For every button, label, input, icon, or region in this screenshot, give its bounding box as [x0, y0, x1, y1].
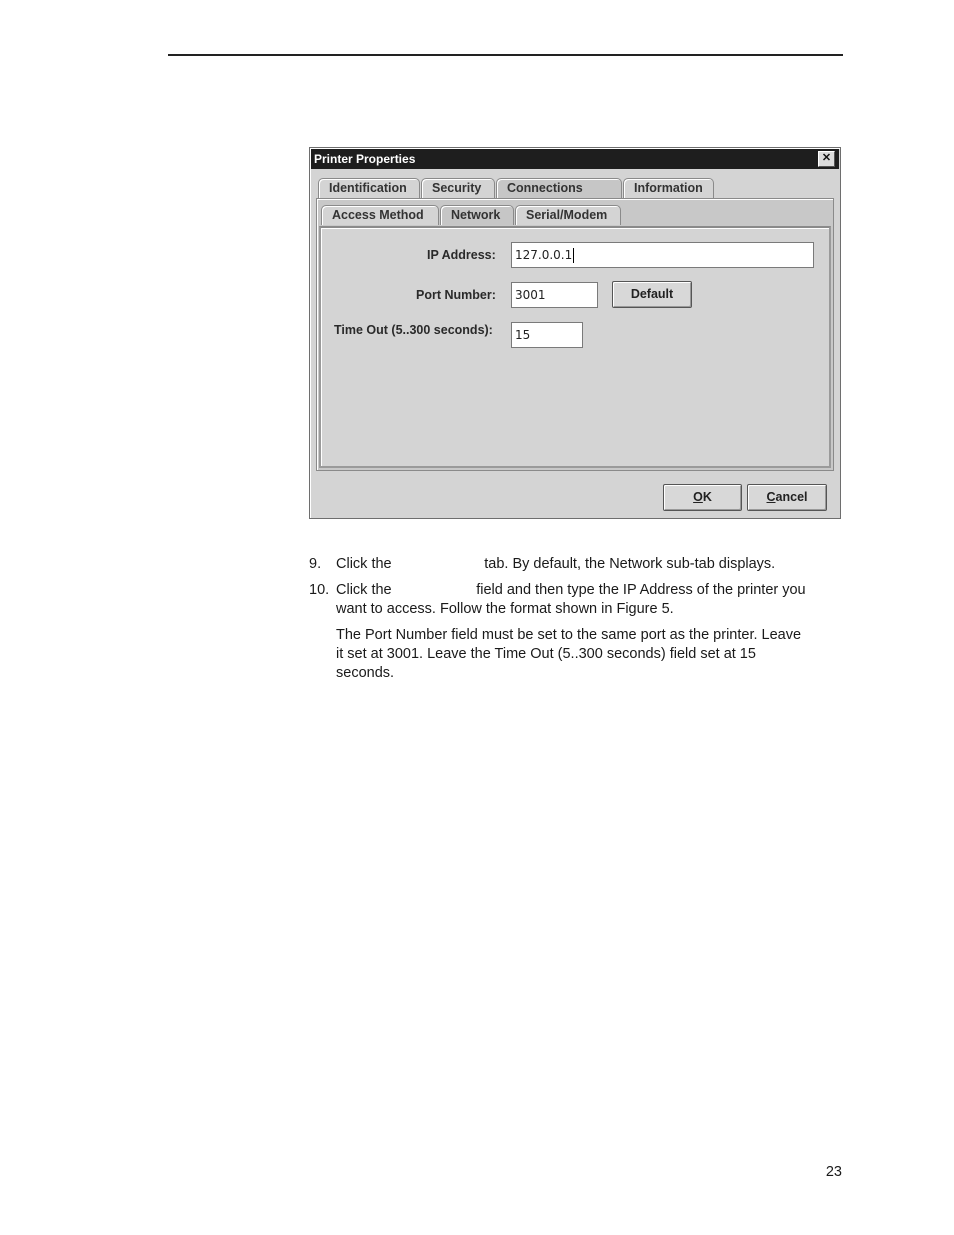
step-line: want to access. Follow the format shown in Figure 5.	[336, 601, 674, 617]
tab-security[interactable]: Security	[421, 178, 495, 198]
step-text	[336, 581, 846, 619]
port-number-label: Port Number:	[416, 288, 496, 302]
main-tabs	[318, 178, 715, 199]
step-number: 9.	[309, 556, 322, 572]
default-button[interactable]: Default	[612, 281, 692, 308]
ok-label: K	[702, 490, 712, 504]
ok-mnemonic: O	[693, 490, 703, 504]
subtab-access-method[interactable]: Access Method	[321, 205, 439, 225]
printer-properties-dialog	[309, 147, 841, 519]
subtab-serial-modem[interactable]: Serial/Modem	[515, 205, 621, 225]
note-line: The Port Number field must be set to the same port as the printer. Leave	[336, 627, 802, 643]
note-line: it set at 3001. Leave the Time Out (5..300 seconds) field set at 15	[336, 646, 756, 662]
tab-information[interactable]: Information	[623, 178, 714, 198]
cancel-label: ancel	[775, 490, 808, 504]
header-rule	[168, 54, 843, 56]
sub-tabs	[321, 205, 622, 226]
note-line: seconds.	[336, 665, 395, 681]
port-number-input[interactable]: 3001	[511, 282, 598, 308]
ok-button[interactable]	[663, 484, 742, 511]
network-subpanel	[319, 226, 831, 468]
step-number: 10.	[309, 582, 330, 598]
text-caret	[573, 248, 574, 263]
note-text	[336, 626, 846, 683]
step-text: Click the tab. By default, the Network sub-tab displays.	[336, 556, 776, 572]
dialog-title: Printer Properties	[314, 152, 416, 166]
cancel-button[interactable]	[747, 484, 827, 511]
tab-identification[interactable]: Identification	[318, 178, 420, 198]
dialog-titlebar	[311, 149, 839, 169]
subtab-network[interactable]: Network	[440, 205, 514, 225]
step-line: Click the field and then type the IP Address of the printer you	[336, 582, 806, 598]
ip-address-input[interactable]	[511, 242, 814, 268]
tab-connections[interactable]: Connections	[496, 178, 622, 198]
ip-address-label: IP Address:	[427, 248, 496, 262]
timeout-label: Time Out (5..300 seconds):	[334, 323, 493, 337]
timeout-input[interactable]: 15	[511, 322, 583, 348]
cancel-mnemonic: C	[766, 490, 776, 504]
close-icon[interactable]: ✕	[818, 151, 835, 167]
ip-address-value: 127.0.0.1	[515, 248, 573, 262]
page-number: 23	[825, 1164, 842, 1180]
